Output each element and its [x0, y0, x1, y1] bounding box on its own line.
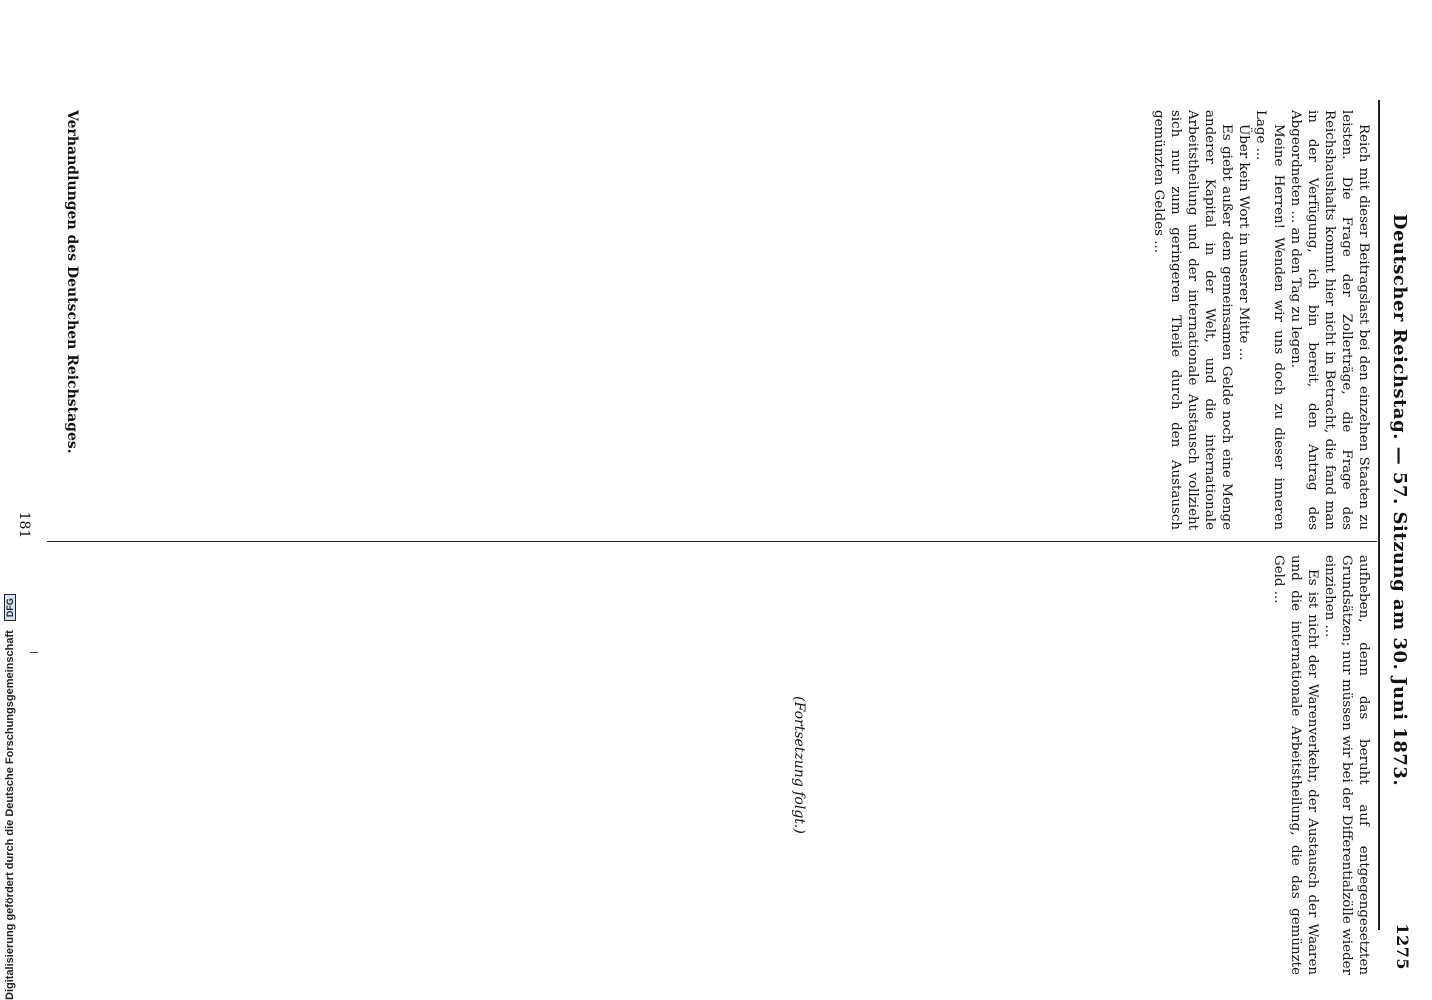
page-header-title: Deutscher Reichstag. — 57. Sitzung am 30. Juni 1873.: [1389, 213, 1410, 787]
margin-mark: [30, 652, 38, 653]
sheet-number: 181: [16, 511, 32, 539]
column-divider: [47, 541, 1377, 542]
paragraph: Über kein Wort in unserer Mitte ...: [1236, 124, 1252, 361]
continuation-note: (Fortsetzung folgt.): [791, 696, 807, 834]
digitization-credit: [4, 0, 16, 1000]
text-column-right: [812, 555, 1372, 975]
paragraph: Meine Herren! Wenden wir uns doch zu dieser inneren Lage ...: [1253, 110, 1286, 530]
digitization-credit-text: Digitalisierung gefördert durch die Deutsche Forschungsgemeinschaft: [4, 630, 16, 1000]
page-number: 1275: [1393, 923, 1412, 970]
paragraph: Reich mit dieser Beitragslast bei den einzelnen Staaten zu leisten. Die Frage der Zollerträge, die Frage des Reichshaushalts kommt hier nicht in Betracht, die fand man in der Verfügung, ich bin bereit, den Antrag des Abgeordneten ... an den Tag zu legen.: [1287, 110, 1371, 530]
text-column-left: [82, 110, 1372, 530]
paragraph: Es giebt außer dem gemeinsamen Gelde noch eine Menge anderer Kapital in der Welt, und die internationale Arbeitstheilung und der internationale Austausch vollzieht sich nur zum geringeren Theile durch den Austausch gemünzten Geldes ...: [1150, 110, 1235, 530]
publication-footer: Verhandlungen des Deutschen Reichstages.: [64, 110, 80, 454]
paragraph: aufheben, denn das beruht auf entgegengesetzten Grundsätzen; nur müssen wir bei der Differentialzölle wieder einziehen ...: [1321, 555, 1371, 975]
dfg-logo-icon: DFG: [4, 594, 16, 621]
paragraph: Es ist nicht der Warenverkehr, der Austausch der Waaren und die internationale Arbeitstheilung, die das gemünzte Geld ...: [1270, 555, 1320, 975]
